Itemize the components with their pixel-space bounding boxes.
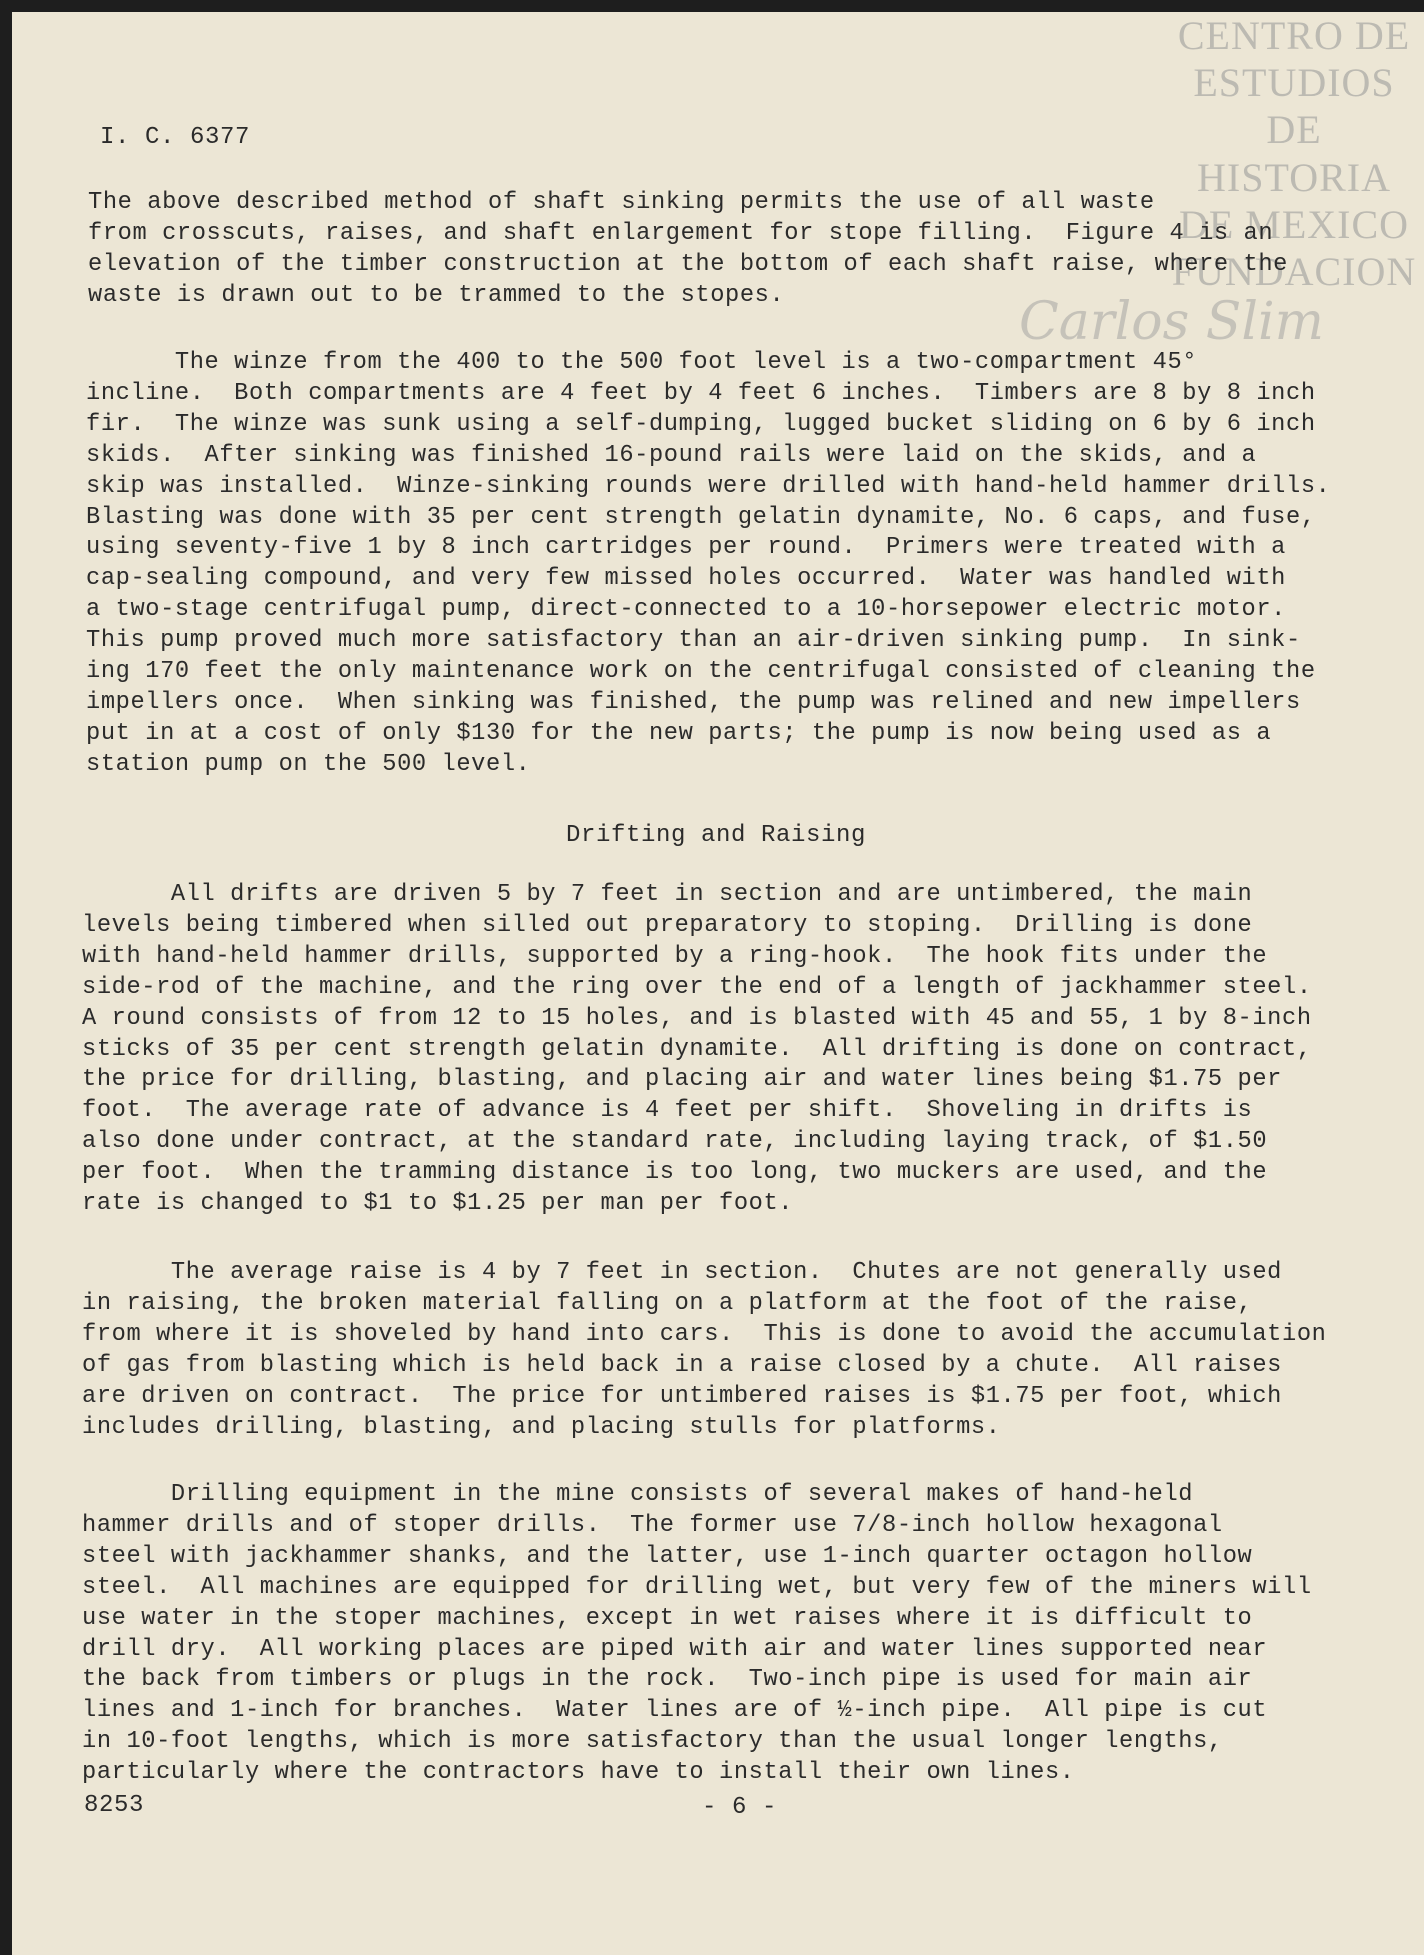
text-line: side-rod of the machine, and the ring over the end of a length of jackhammer steel. — [82, 973, 1312, 1001]
text-line: This pump proved much more satisfactory than an air-driven sinking pump. In sink- — [86, 627, 1301, 655]
text-line: from crosscuts, raises, and shaft enlargement for stope filling. Figure 4 is an — [88, 219, 1274, 247]
document-reference: I. C. 6377 — [100, 124, 251, 151]
text-line: put in at a cost of only $130 for the new parts; the pump is now being used as a — [86, 719, 1272, 747]
text-line: cap-sealing compound, and very few missed holes occurred. Water was handled with — [86, 565, 1286, 593]
watermark-line: CENTRO DE — [1177, 13, 1411, 58]
section-heading: Drifting and Raising — [566, 822, 867, 849]
text-line: in raising, the broken material falling on a platform at the foot of the raise, — [82, 1289, 1253, 1317]
text-line: in 10-foot lengths, which is more satisfactory than the usual longer lengths, — [82, 1728, 1223, 1756]
scan-edge-top — [0, 0, 1424, 12]
text-line: The average raise is 4 by 7 feet in section. Chutes are not generally used — [82, 1259, 1282, 1286]
text-line: ing 170 feet the only maintenance work on the centrifugal consisted of cleaning the — [86, 658, 1316, 686]
watermark-line: DE HISTORIA — [1197, 107, 1391, 200]
text-line: station pump on the 500 level. — [86, 750, 531, 778]
text-line: incline. Both compartments are 4 feet by 4 feet 6 inches. Timbers are 8 by 8 inch — [86, 379, 1316, 407]
text-line: skids. After sinking was finished 16-pound rails were laid on the skids, and a — [86, 441, 1257, 469]
footer-document-number: 8253 — [84, 1792, 145, 1819]
text-line: steel with jackhammer shanks, and the latter, use 1-inch quarter octagon hollow — [82, 1542, 1253, 1570]
paragraph-3 — [82, 880, 1312, 1220]
scan-edge-left — [0, 0, 12, 1955]
watermark-line: ESTUDIOS — [1193, 60, 1395, 106]
paragraph-2 — [86, 348, 1330, 781]
text-line: lines and 1-inch for branches. Water lines are of ½-inch pipe. All pipe is cut — [82, 1697, 1268, 1725]
paragraph-4 — [82, 1258, 1326, 1443]
text-line: particularly where the contractors have to install their own lines. — [82, 1759, 1075, 1787]
text-line: Blasting was done with 35 per cent strength gelatin dynamite, No. 6 caps, and fuse, — [86, 503, 1316, 531]
text-line: hammer drills and of stoper drills. The former use 7/8-inch hollow hexagonal — [82, 1511, 1223, 1539]
watermark-signature: Carlos Slim — [1019, 292, 1324, 352]
watermark-line: DE MEXICO — [1178, 201, 1410, 247]
text-line: use water in the stoper machines, except in wet raises where it is difficult to — [82, 1604, 1253, 1632]
text-line: levels being timbered when silled out preparatory to stoping. Drilling is done — [82, 911, 1253, 939]
text-line: A round consists of from 12 to 15 holes, and is blasted with 45 and 55, 1 by 8-inch — [82, 1004, 1312, 1032]
text-line: includes drilling, blasting, and placing stulls for platforms. — [82, 1413, 1001, 1441]
text-line: the price for drilling, blasting, and placing air and water lines being $1.75 per — [82, 1066, 1282, 1094]
watermark-line: FUNDACION — [1171, 248, 1417, 294]
text-line: sticks of 35 per cent strength gelatin dynamite. All drifting is done on contract, — [82, 1035, 1312, 1063]
text-line: drill dry. All working places are piped with air and water lines supported near — [82, 1635, 1268, 1663]
paragraph-1 — [88, 188, 1288, 312]
text-line: of gas from blasting which is held back in a raise closed by a chute. All raises — [82, 1351, 1282, 1379]
text-line: The winze from the 400 to the 500 foot level is a two-compartment 45° — [86, 349, 1198, 376]
paragraph-5 — [82, 1480, 1312, 1789]
text-line: a two-stage centrifugal pump, direct-connected to a 10-horsepower electric motor. — [86, 596, 1286, 624]
text-line: also done under contract, at the standard rate, including laying track, of $1.50 — [82, 1128, 1268, 1156]
text-line: with hand-held hammer drills, supported by a ring-hook. The hook fits under the — [82, 942, 1268, 970]
text-line: the back from timbers or plugs in the rock. Two-inch pipe is used for main air — [82, 1666, 1253, 1694]
text-line: waste is drawn out to be trammed to the stopes. — [88, 281, 785, 309]
text-line: elevation of the timber construction at the bottom of each shaft raise, where the — [88, 250, 1288, 278]
text-line: impellers once. When sinking was finished, the pump was relined and new impellers — [86, 688, 1301, 716]
text-line: Drilling equipment in the mine consists of several makes of hand-held — [82, 1481, 1194, 1508]
text-line: skip was installed. Winze-sinking rounds were drilled with hand-held hammer drills. — [86, 472, 1331, 500]
page-number: - 6 - — [702, 1794, 778, 1821]
text-line: are driven on contract. The price for untimbered raises is $1.75 per foot, which — [82, 1382, 1282, 1410]
text-line: rate is changed to $1 to $1.25 per man per foot. — [82, 1190, 794, 1218]
document-page — [12, 12, 1424, 1955]
text-line: The above described method of shaft sinking permits the use of all waste — [88, 189, 1155, 216]
text-line: per foot. When the tramming distance is too long, two muckers are used, and the — [82, 1159, 1268, 1187]
text-line: foot. The average rate of advance is 4 feet per shift. Shoveling in drifts is — [82, 1097, 1253, 1125]
text-line: from where it is shoveled by hand into cars. This is done to avoid the accumulation — [82, 1320, 1327, 1348]
text-line: steel. All machines are equipped for drilling wet, but very few of the miners will — [82, 1573, 1312, 1601]
text-line: fir. The winze was sunk using a self-dumping, lugged bucket sliding on 6 by 6 inch — [86, 410, 1316, 438]
text-line: All drifts are driven 5 by 7 feet in section and are untimbered, the main — [82, 881, 1253, 908]
text-line: using seventy-five 1 by 8 inch cartridges per round. Primers were treated with a — [86, 534, 1286, 562]
